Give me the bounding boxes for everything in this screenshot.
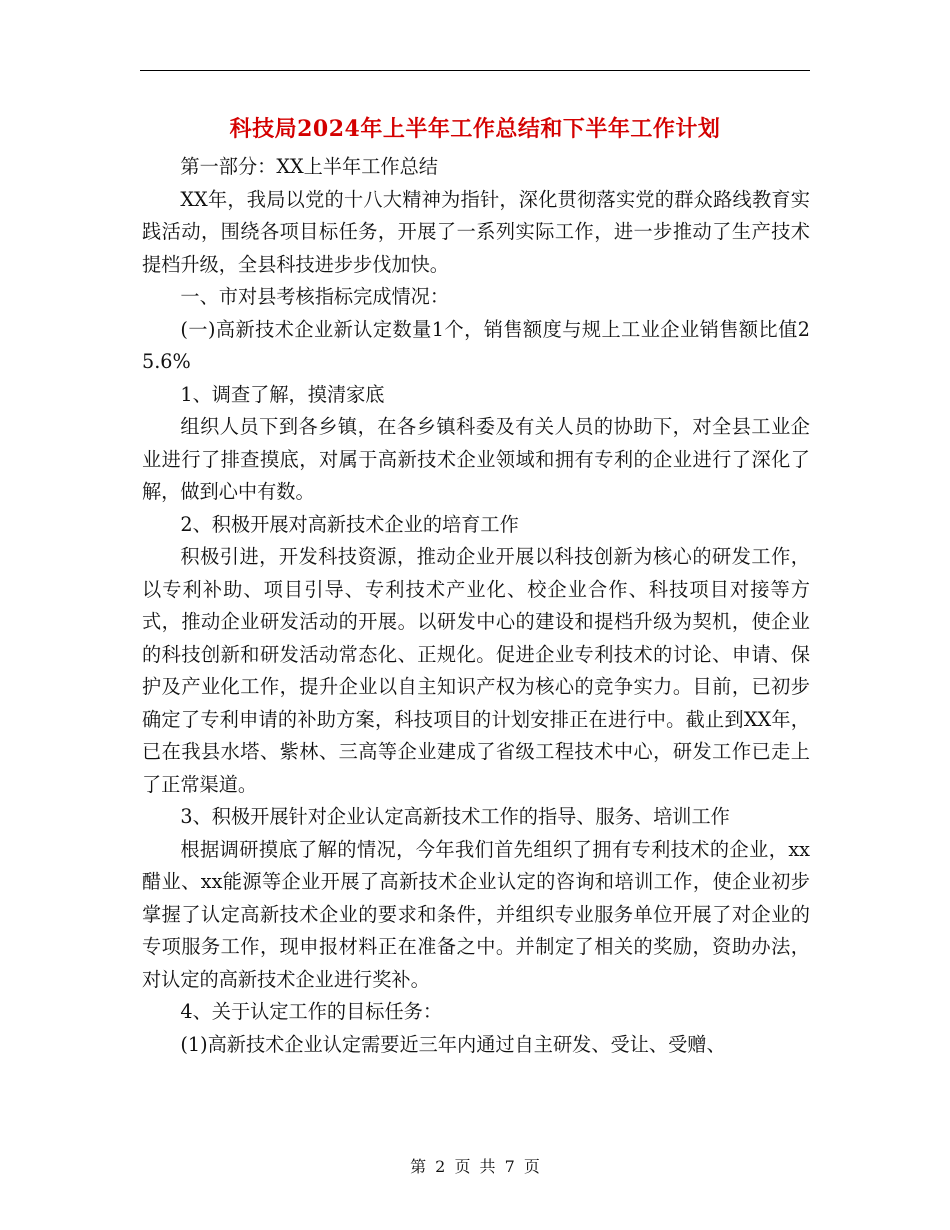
paragraph-item-3: 3、积极开展针对企业认定高新技术工作的指导、服务、培训工作 <box>180 805 730 828</box>
paragraph-item-4: 4、关于认定工作的目标任务： <box>180 1000 443 1023</box>
paragraph-subheading-1: (一)高新技术企业新认定数量1个，销售额度与规上工业企业销售额比值25.6% <box>142 317 810 373</box>
header-rule <box>140 70 810 71</box>
paragraph-body-1: 组织人员下到各乡镇，在各乡镇科委及有关人员的协助下，对全县工业企业进行了排查摸底，对属于高新技术企业领域和拥有专利的企业进行了深化了解，做到心中有数。 <box>142 415 810 503</box>
paragraph-body-3: 根据调研摸底了解的情况，今年我们首先组织了拥有专利技术的企业，xx醋业、xx能源等企业开展了高新技术企业认定的咨询和培训工作，使企业初步掌握了认定高新技术企业的要求和条件，并组织专业服务单位开展了对企业的专项服务工作，现申报材料正在准备之中。并制定了相关的奖励，资助办法，对认定的高新技术企业进行奖补。 <box>142 837 810 991</box>
paragraph-intro: XX年，我局以党的十八大精神为指针，深化贯彻落实党的群众路线教育实践活动，围绕各项目标任务，开展了一系列实际工作，进一步推动了生产技术提档升级，全县科技进步步伐加快。 <box>142 187 810 276</box>
paragraph-item-2: 2、积极开展对高新技术企业的培育工作 <box>180 512 519 536</box>
paragraph-body-2: 积极引进，开发科技资源，推动企业开展以科技创新为核心的研发工作，以专利补助、项目引导、专利技术产业化、校企业合作、科技项目对接等方式，推动企业研发活动的开展。以研发中心的建设和提档升级为契机，使企业的科技创新和研发活动常态化、正规化。促进企业专利技术的讨论、申请、保护及产业化工作，提升企业以自主知识产权为核心的竞争实力。目前，已初步确定了专利申请的补助方案，科技项目的计划安排正在进行中。截止到XX年，已在我县水塔、紫林、三高等企业建成了省级工程技术中心，研发工作已走上了正常渠道。 <box>142 545 810 796</box>
paragraph-body-4: (1)高新技术企业认定需要近三年内通过自主研发、受让、受赠、 <box>180 1032 726 1056</box>
document-title: 科技局2024年上半年工作总结和下半年工作计划 <box>229 116 721 142</box>
paragraph-section-heading: 第一部分：XX上半年工作总结 <box>180 155 438 178</box>
document-body <box>142 151 810 1061</box>
page-footer: 第 2 页 共 7 页 <box>410 1157 540 1176</box>
paragraph-item-1: 1、调查了解，摸清家底 <box>180 382 385 406</box>
paragraph-heading-1: 一、市对县考核指标完成情况： <box>180 285 450 308</box>
